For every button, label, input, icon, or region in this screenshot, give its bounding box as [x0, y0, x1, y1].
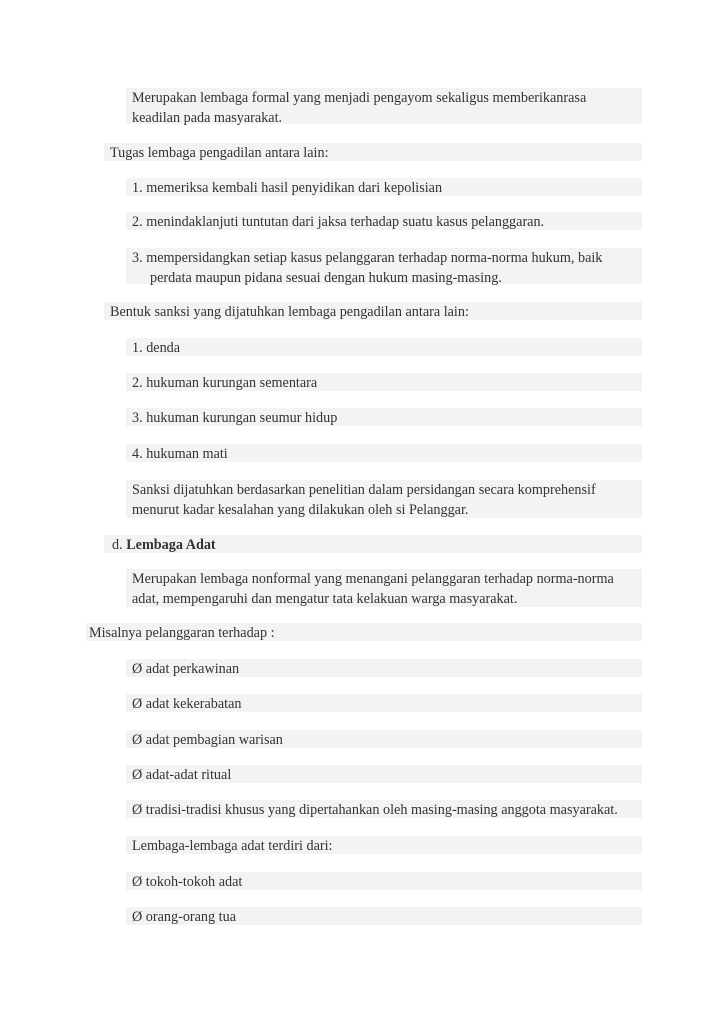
paragraph-adat-desc — [126, 569, 642, 607]
list-item-misalnya-5 — [126, 800, 642, 818]
list-item-sanksi-2 — [126, 373, 642, 391]
heading-text: Bentuk sanksi yang dijatuhkan lembaga pengadilan antara lain: — [110, 304, 469, 320]
paragraph-sanksi-note — [126, 480, 642, 518]
list-item-text: Ø adat kekerabatan — [132, 696, 242, 712]
list-item-text: 4. hukuman mati — [132, 446, 228, 462]
list-item-text: 1. denda — [132, 340, 181, 356]
heading-title: Lembaga Adat — [126, 537, 216, 553]
list-item-text: 3. mempersidangkan setiap kasus pelanggaran terhadap norma-norma hukum, baik — [132, 250, 603, 266]
list-item-sanksi-4 — [126, 444, 642, 462]
list-item-text: Ø tradisi-tradisi khusus yang dipertahankan oleh masing-masing anggota masyarakat. — [132, 802, 618, 818]
list-item-text: Ø adat perkawinan — [132, 661, 240, 677]
heading-text: Lembaga-lembaga adat terdiri dari: — [132, 838, 333, 854]
list-item-text: 2. hukuman kurungan sementara — [132, 375, 318, 391]
heading-text: Tugas lembaga pengadilan antara lain: — [110, 145, 329, 161]
list-item-sanksi-3 — [126, 408, 642, 426]
text-line: Merupakan lembaga nonformal yang menangani pelanggaran terhadap norma-norma — [132, 571, 614, 587]
list-item-text: Ø orang-orang tua — [132, 909, 237, 925]
list-item-misalnya-4 — [126, 765, 642, 783]
text-line: keadilan pada masyarakat. — [132, 110, 283, 126]
list-item-text: 2. menindaklanjuti tuntutan dari jaksa terhadap suatu kasus pelanggaran. — [132, 214, 545, 230]
list-item-terdiri-2 — [126, 907, 642, 925]
text-line: menurut kadar kesalahan yang dilakukan oleh si Pelanggar. — [132, 502, 469, 518]
list-item-text: Ø adat pembagian warisan — [132, 732, 283, 748]
heading-tugas — [104, 143, 642, 161]
heading-sanksi — [104, 302, 642, 320]
heading-prefix: d. — [112, 537, 127, 553]
paragraph-pengadilan-desc — [126, 88, 642, 124]
list-item-text: Ø tokoh-tokoh adat — [132, 874, 243, 890]
text-line: adat, mempengaruhi dan mengatur tata kelakuan warga masyarakat. — [132, 591, 518, 607]
list-item-text-continued: perdata maupun pidana sesuai dengan hukum masing-masing. — [150, 270, 502, 286]
list-item-sanksi-1 — [126, 338, 642, 356]
heading-text: Misalnya pelanggaran terhadap : — [89, 625, 275, 641]
text-line: Sanksi dijatuhkan berdasarkan penelitian dalam persidangan secara komprehensif — [132, 482, 596, 498]
list-item-text: 3. hukuman kurungan seumur hidup — [132, 410, 338, 426]
heading-lembaga-adat — [104, 535, 642, 553]
heading-text — [112, 535, 642, 555]
list-item-misalnya-3 — [126, 730, 642, 748]
list-item-misalnya-2 — [126, 694, 642, 712]
list-item-tugas-3 — [126, 248, 642, 284]
list-item-terdiri-1 — [126, 872, 642, 890]
heading-misalnya — [86, 623, 642, 641]
list-item-misalnya-1 — [126, 659, 642, 677]
text-line: Merupakan lembaga formal yang menjadi pengayom sekaligus memberikanrasa — [132, 90, 587, 106]
list-item-tugas-1 — [126, 178, 642, 196]
list-item-tugas-2 — [126, 212, 642, 230]
heading-terdiri — [126, 836, 642, 854]
list-item-text: Ø adat-adat ritual — [132, 767, 232, 783]
list-item-text: 1. memeriksa kembali hasil penyidikan dari kepolisian — [132, 180, 443, 196]
